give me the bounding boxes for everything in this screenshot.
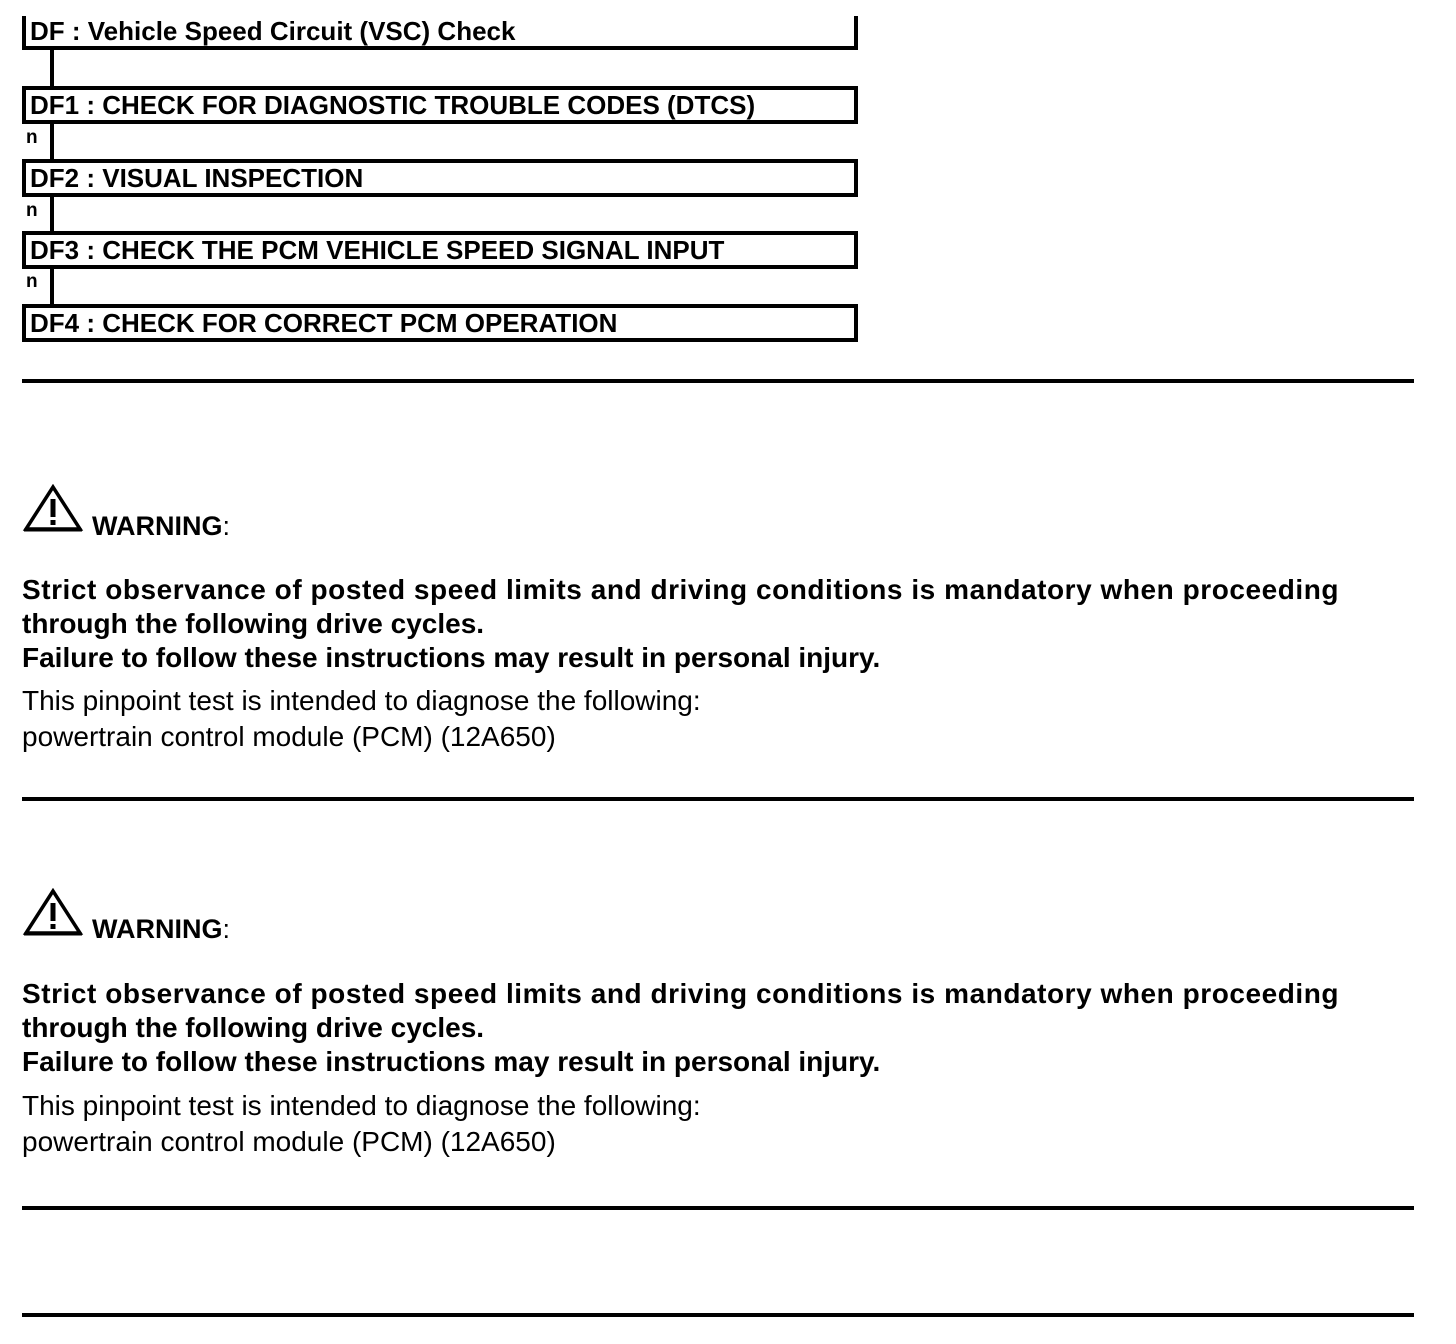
- flow-step-label: DF4 : CHECK FOR CORRECT PCM OPERATION: [30, 308, 618, 338]
- section-divider: [22, 1206, 1414, 1210]
- warning-text-line: through the following drive cycles.: [22, 1012, 485, 1043]
- warning-text-line: through the following drive cycles.: [22, 608, 485, 639]
- warning-text-line: Strict observance of posted speed limits and driving conditions is mandatory when proceeding: [22, 574, 1340, 605]
- warning-label-text: WARNING: [92, 511, 223, 541]
- warning-label-text: WARNING: [92, 914, 223, 944]
- flow-step-label: DF2 : VISUAL INSPECTION: [30, 163, 364, 193]
- flow-connector: [50, 197, 54, 232]
- section-divider: [22, 1313, 1414, 1317]
- section-divider: [22, 379, 1414, 383]
- flowchart-title-box: [22, 16, 858, 50]
- warning-triangle-icon: [22, 484, 84, 534]
- flow-step-df1[interactable]: [22, 86, 858, 124]
- warning-text-line: Strict observance of posted speed limits and driving conditions is mandatory when proceeding: [22, 978, 1340, 1009]
- flow-connector: [50, 124, 54, 159]
- warning-label: [92, 914, 230, 944]
- flow-step-df3[interactable]: [22, 231, 858, 269]
- flow-step-label: DF1 : CHECK FOR DIAGNOSTIC TROUBLE CODES (DTCS): [30, 90, 756, 120]
- section-divider: [22, 797, 1414, 801]
- flow-step-label: DF3 : CHECK THE PCM VEHICLE SPEED SIGNAL INPUT: [30, 235, 725, 265]
- warning-triangle-icon: [22, 888, 84, 938]
- info-text-line: This pinpoint test is intended to diagnose the following:: [22, 685, 701, 716]
- flow-connector-label: n: [26, 127, 38, 148]
- warning-text: [22, 977, 1432, 1079]
- flow-connector-label: n: [26, 200, 38, 221]
- pinpoint-test-info: [22, 683, 701, 755]
- warning-label-colon: :: [222, 914, 231, 944]
- warning-label-colon: :: [222, 511, 231, 541]
- info-text-line: powertrain control module (PCM) (12A650): [22, 721, 556, 752]
- info-text-line: This pinpoint test is intended to diagnose the following:: [22, 1090, 701, 1121]
- flow-connector-label: n: [26, 271, 38, 292]
- warning-text-line: Failure to follow these instructions may result in personal injury.: [22, 642, 881, 673]
- pinpoint-test-info: [22, 1088, 701, 1160]
- flowchart-title: DF : Vehicle Speed Circuit (VSC) Check: [30, 16, 516, 46]
- flow-connector: [50, 50, 54, 86]
- flow-step-df2[interactable]: [22, 159, 858, 197]
- info-text-line: powertrain control module (PCM) (12A650): [22, 1126, 556, 1157]
- warning-text: [22, 573, 1432, 675]
- flow-connector: [50, 269, 54, 305]
- warning-label: [92, 511, 230, 541]
- flow-step-df4[interactable]: [22, 304, 858, 342]
- warning-text-line: Failure to follow these instructions may result in personal injury.: [22, 1046, 881, 1077]
